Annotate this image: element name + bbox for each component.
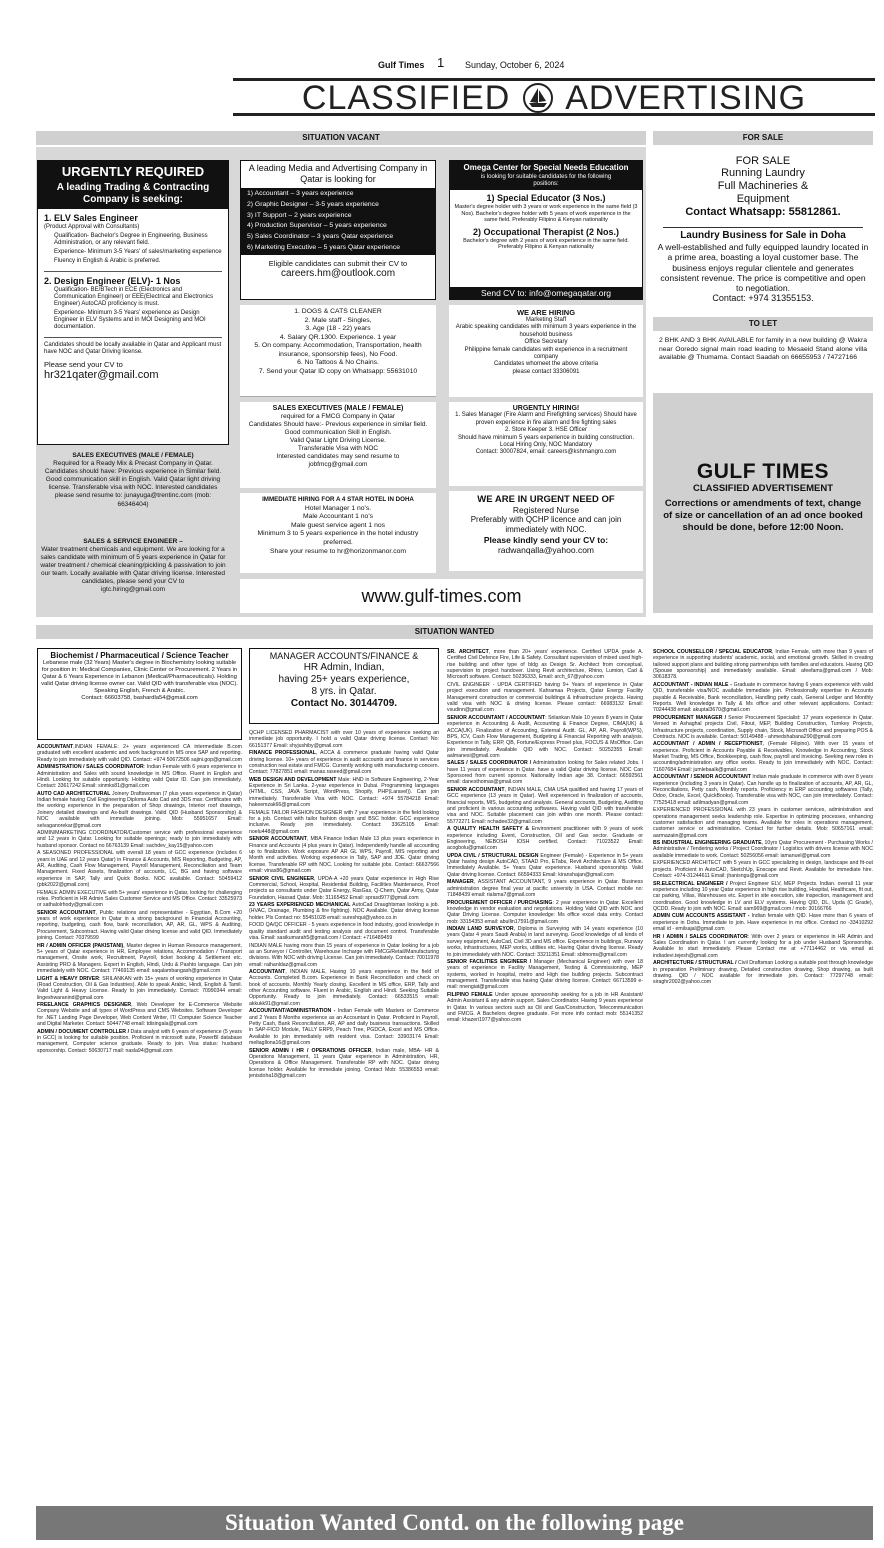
notice-text: Corrections or amendments of text, change of size or cancellation of an ad once booked should be done, before 12:00 Noon. [663,498,863,533]
page-number: 1 [437,55,445,70]
ad-text: Preferably with QCHP licence and can join immediately with NOC. [470,515,622,534]
continued-banner: Situation Wanted Contd. on the following page [36,1506,873,1540]
masthead [233,78,875,116]
ad-email: hr321qater@gmail.com [44,369,159,381]
listing-item: FEMALE ADMIN EXECUTIVE with 5+ years' experience in Qatar, looking for challenging roles. Proficient in HR Admin Sales Customer Service and MS Office. Contact: 33525973 or sathalolrhody@gmail.com [37,889,242,909]
job-title: 2. Design Engineer (ELV)- 1 Nos [44,276,181,286]
ad-line: Candidates whomeet the above criteria [493,361,599,368]
ad-line: 5. On company. Accommodation, Transportation, health insurance, sponsorship fees), No Food. [254,342,422,358]
listing-item: SENIOR ACCOUNTANT, MBA Finance Indian Male 13 plus years experience in Finance and Accounts (4 plus years in Qatar). Independently handle all accounting up to finalization. Work exposure AP AR GL WPS, Payroll, MIS reporting and Month end activities. Working experience in Tally, SAP and JDE. Qatar driving license. Transferable RP with NOC. Looking for suitable jobs. Contact: 66637566 email: vinas86@gmail.com [249,836,439,874]
wanted-column-4 [653,649,873,1499]
listing-item: SR.ELECTRICAL ENGINEER / Project Engineer ELV, MEP Projects. Indian. overall 11 year experience including 10 year Qatar experience in high rise building, Hospital, Healthcare, fit out, car parking, Villas, Warehouses etc. Expert in site execution, site inspection, management and coordination. Good knowledge in LV and ELV systems. Having QID, DL, Upda (C Grade), QCDD. Ready to join with NOC. Email: sam969@gmail.com / mob: 30166766 [653,880,873,912]
listing-item: FOOD QA/QC OFFICER - 5 years experience in food industry, good knowledge in quality standard audit and testing analysis and document control. Transferable visa. Email: sasikumarah5@gmail.com / Contact: +716489459 [249,922,439,941]
listing-item: MANAGER, ASSISTANT ACCOUNTANT, 9 years experience in Qatar. Business administration degree final year at pacific university in USA. Contact mobile no: 71848439 email: rialsma7@gmail.com [447,879,643,899]
listing-item: A QUALITY HEALTH SAFETY & Environment practitioner with 9 years of work experience including Event, Construction, Oil and Gas sector. Graduate or Engineering, NEBOSH IOSH certified. Contact: 71023522 Email: acogbolu@gmail.com [447,826,643,852]
listing-item: ADMIN CUM ACCOUNTS ASSISTANT - Indian female with QID. Have more than 6 years of experience in Doha. Immediate to join. Have experience in ms office. Contact no -33410292 email id - emilsajal@gmail.com [653,913,873,933]
ad-title: WE ARE IN URGENT NEED OF [477,494,615,505]
ad-line: 5) Sales Coordinator – 3 years Qatar experience [247,233,394,241]
for-sale-laundry [653,147,873,311]
ad-text: Required for a Ready Mix & Precast Company in Qatar. Candidates should have: Previous experience in Similar field. Good communication skill in English. Valid Qatar light driving license. Transferable visa with NOC. Interested candidates please send resume to: junayuga@trentinc.com (mob: 66346404) [44,460,222,508]
ad-line: 2) Graphic Designer – 3-5 years experience [247,200,379,208]
listing-item: PROCUREMENT OFFICER / PURCHASING: 2 year experience in Qatar. Excellent knowledge in vendor evaluation and negotiations. Holding Valid QID with NOC and Qatar Driving License. Computer knowledge: Ms office excel data entry. Contact mob: 33154353 email: abullin17591@gmail.com [447,899,643,925]
ad-we-are-hiring [449,305,643,397]
job-bullet: Qualification- Bachelor's Degree in Engineering, Business Administration, or any relevant field. [54,233,208,246]
section-situation-vacant: SITUATION VACANT [36,131,646,145]
listing-item: SENIOR ADMIN / HR / OPERATIONS OFFICER, Indian male, MBA- HR & Operations Management, 11 years Qatar experience in Administration, HR, Operations & Office Management. Transferable RP with NOC. Qatar driving license holder. Available for immediate joining. Contact Mob: 55386553 email: jenisdoha18@gmail.com [249,1047,439,1079]
ad-text: Lebanese male (32 Years) Master's degree in Biochemistry looking suitable for position in: Medical Companies, Clinic Center or Procurement. 2 Years in Qatar & 6 Years Experience in Lebanon (Medical/Pharmaceuticals). Holding valid Qatar driving license owner car. Valid QID with transferable visa (NOC). Speaking English, French & Arabic. [41,660,238,694]
ad-text: Equipment [736,193,790,205]
ad-omega-center [449,160,643,300]
ad-line: 6) Marketing Executive – 5 years Qatar experience [247,243,401,251]
listing-item: EXPERIENCED ARCHITECT with 5 years in GCC specializing in design, landscape and fit-out projects. Proficient in AutoCAD, SketchUp, Enscape and Revit. Available for immediate hire. Contact: +974-31244611 Email: jhanisngu@gmail.com [653,860,873,879]
ad-line: Marketing Staff [525,317,567,323]
ad-title: URGENTLY HIRING! [512,405,580,412]
listing-item: ACCOUNTANT,INDIAN FEMALE: 2+ years experienced CA intermediate B.com graduated with excellent academic and work background in MS once SAP and reporting. Ready to join immediately with valid QID. Contact: +974 50672506 sajini.gop@gmail.com [37,744,242,763]
ad-sales-executives [240,402,436,488]
ad-line: Male guest service agent 1 nos [290,521,386,529]
listing-item: ACCOUNTANT - INDIAN MALE - Graduate in commerce having 6 years experience with valid QID, transferable visa/NOC available immediate join. Professionally expertise in Accounts payable & Receivable, Bank reconciliation, Handling petty cash, General Ledger and Monthly Reports. Well knowledge in Tally & Ms office and other relevant applications. Contact: 70244438 email: akuptal3670@gmail.com [653,681,873,714]
ad-title: SALES EXECUTIVES (MALE / FEMALE) [272,405,404,412]
listing-item: LIGHT & HEAVY DRIVER: SRILANKAN with 15+ years of working experience in Qatar (Road Construction, Oil & Gas Industries). Able to speak Arabic, Hindi, English & Tamil. Valid Light & Heavy License. Ready to join immediately. Contact: 70990344 email: lingeshwaranind@gmail.com [37,975,242,1001]
wanted-manager-accounts [249,648,439,724]
ad-line: 4) Production Supervisor – 5 years experience [247,222,387,230]
ad-subtitle: A leading Trading & Contracting Company is seeking: [38,181,228,209]
ad-line: Hotel Manager 1 no's. [304,504,372,512]
listing-item: ACCOUNTANT / ADMIN / RECEPTIONIST, (Female Filipino). With over 15 years of experience. Proficient in Accounts Payable & Receivables, Knowledge in Accounting, Stock Market Trading, MS Office, Bookkeeping, cash flow, payroll and invoicing. Seeking new roles in accounting/administration any office works. Ready to join immediately with NOC. Contact: 71607684 Email: jumlebaalk@gmail.com [653,741,873,773]
listing-item: ADMINISTRATION / SALES COORDINATOR: Indian Female with 6 years experience in Administration and Sales with sound knowledge in MS Office. Fluent in English and Hindi. Looking for suitable opportunity. Holding valid Qatar ID. Can join immediately. Contact: 33617242 Email: sinmks81@gmail.com [37,764,242,790]
job-desc: Bachelor's degree with 2 years of work experience in the same field. Preferably Filipino & Kenyan nationality [463,237,629,250]
listing-item: 23 YEARS EXPERIENCED MECHANICAL AutoCad Draughtsman looking a job. (HVAC, Drainage, Plumbing & fire fighting). NOC Available. Qatar driving license holder. Pls Contact no: 55451028 email: sureshqui@yahoo.co.in [249,902,439,921]
listing-item: SR. ARCHITECT, more than 20+ years' experience. Certified UPDA grade A. Certified Civil Defence Fire, Life & Safety. Consultant supervision of mixed used high-rise building and other type of bldg as Design Sr. Architect from conceptual, supervision to project handover. Using Revit architecture, Rhino, Lumion, Cad & Microsoft software. Contact: 50236333, Email: arch_67@yahoo.com [447,649,643,681]
ad-line: Interested candidates may send resume to [276,453,400,460]
listing-item: INDIAN MALE having more than 15 years of experience in Qatar looking for a job as an Surveyor / Controller, Warehouse Incharge with FMCG/Retail/Manufacturing divisions. With NOC with driving License. Can join immediately. Contact: 70011978 email: raihanldaz@gmail.com [249,942,439,968]
job-bullet: Fluency in English & Arabic is preferred. [54,258,161,264]
listing-item: ADMIN / DOCUMENT CONTROLLER / Data analyst with 6 years of experience (5 years in GCC) is looking for suitable position. Proficient in microsoft suite, PowerBI database management, Computer science graduate. Ready to join. Visa status: husband sponsorship. Contact: 50630717 mail: nasla94@gmail.com [37,1028,242,1054]
paper-name: Gulf Times [378,60,425,70]
listing-item: HR / ADMIN OFFICER (PAKISTANI), Master degree in Human Resource management, 5+ years of Qatar experience in HR, Employee relations, Accommodation / Transport management, Onsite work, Recruitment, Payroll, ticket booking & Settlement etc. Assisting PRO & Managers. Expert in English, Hindi, Urdu & Pashto language. Can join immediately with NOC. Contact: 77469135 email: saqalambangash@gmail.com [37,942,242,974]
listing-item: ACCOUNTANT / SENIOR ACCOUNTANT Indian male graduate in commerce with over 8 years experience (including 3 years in Qatar). Can handle up to finalization of accounts, AP, AR, GL, Reconciliations, Petty cash, Monthly reports. Proficiency in ERP accounting softwares (Tally, Odoo, Oracle, Excel, QuickBooks). Transferable visa with NOC, can join immediately. Contact: 77525418 email: adilmadyan@gmail.com [653,774,873,806]
ad-line: Philippine female candidates with experience in a recruitment company [464,346,628,361]
ad-line: Share your resume to hr@horizonmanor.com [269,547,407,555]
section-to-let: TO LET [653,317,873,331]
listing-item: INDIAN LAND SURVEYOR, Diploma in Surveying with 14 years experience (10 years Qatar 4 years Saudi Arabia) in land surveying. Good knowledge of all kinds of survey equipment, AutoCad, Civil 3D and MS office. Experience in buildings, Runway works, infrastructures, MEP works, utilities etc. Having Qatar driving license. Ready to join immediately with NOC. Contact: 33211351 Email: sblmoms@gmail.com [447,926,643,958]
ad-line: 1. Sales Manager (Fire Alarm and Firefighting services) Should have proven experience in fire alarm and fire fighting sales [455,412,637,426]
ad-line: jobfmcg@gmail.com [308,461,368,468]
ad-text: MANAGER ACCOUNTS/FINANCE & [269,651,419,661]
job-sub: (Product Approval with Consultants) [44,224,140,230]
notice-title: GULF TIMES [696,460,830,483]
ad-text: Please kindly send your CV to: [483,535,609,545]
ad-title: URGENTLY REQUIRED [38,161,228,181]
ad-line: 1) Accountant – 3 years experience [247,190,354,197]
ship-logo-icon [521,83,555,113]
ad-urgently-hiring [449,402,643,486]
ad-line: Transferable Visa with NOC [297,445,379,452]
ad-email: careers.hm@outlook.com [280,267,396,279]
ad-hotel-hiring [240,493,436,573]
ad-line: Candidates Should have:- Previous experience in similar field. Good communication Skill in English. [248,421,428,436]
ad-line: Arabic speaking candidates with minimum 3 years experience in the household business [455,324,637,338]
ad-line: Male Accountant 1 no's [302,513,374,521]
ad-email: Send CV to: info@omegaqatar.org [450,287,642,299]
listing-item: UPDA CIVIL / STRUCTURAL DESIGN Engineer (Female) - Experience in 5+ years Qatar having design AutoCAD, STAAD Pro, ETabs, Revit Architecture & MS Office. Immediately Available. 5+ Years Qatar experience. Husband sponsorship. Valid Qatar driving license. Contact: 66594333 Email: kiranshajan@gmail.com [447,852,643,878]
notice-subtitle: CLASSIFIED ADVERTISEMENT [692,483,834,494]
wanted-column-3 [447,649,643,1499]
listing-item: SENIOR FACILITIES ENGINEER / Manager (Mechanical Engineer) with over 18 years of experience in Facility Management, Testing & Commissioning, MEP systems, worked in hospital, metro and High rise building projects. Subcontract management. Transferable visa having Qatar driving license. Contact: 66713599 e-mail: nnengiat@gmail.com [447,959,643,991]
listing-item: SENIOR ACCOUNTANT, INDIAN MALE, CMA USA qualified and having 17 years of GCC experience (13 years in Qatar). Well experienced in finalization of accounts, financial reports, MIS, budgeting and analysis. General accounts, Budgeting, Auditing and proficient in various accounting softwares. Having valid QID with transferable visa and NOC. Suitable placement can join within one month. Please contact: 55772271 Email: nchadee32@gmail.com [447,786,643,825]
ad-email: igtc.hiring@gmail.com [100,586,166,593]
listing-item: FEMALE TAILOR FASHION DESIGNER with 7 year experience in the field looking for a job. Contact with tailor fashion design and BSC holder. GCC experience inclusive. Ready join immediately. Contact: 33625105 Email: noelu448@gmail.com [249,809,439,835]
job-title: 2) Occupational Therapist (2 Nos.) [472,226,620,237]
ad-line: 3. Age (18 - 22) years [305,325,371,332]
ad-line: 4. Salary QR.1300. Experience. 1 year [279,333,397,341]
wanted-column-1 [37,744,242,1499]
listing-item: SENIOR ACCOUNTANT / ACCOUNTANT: Srilankan Male 10 years 8 years in Qatar experience in Accounting & Audit, Accounting & Finance Degree, CIMA(UK) & ACCA(UK). Finalization of Accounting, External Audit. GL, AP, AR, Payroll(WPS), BPS, ICV, Cash Flow Management, Budgeting & Financial Reporting with analysis. Experience in Tally, ERP, QB, Fortune/Express Prosel plus, FOCUS & MsOffice. Can join immediately. Available QID with NOC. Contact: 50252355 Email: aalmanesi@gmail.com [447,714,643,759]
ad-urgently-required [37,160,229,445]
ad-line: please contact 33306091 [512,368,580,375]
website-banner[interactable]: www.gulf-times.com [240,579,643,613]
media-job-list [241,188,435,255]
ad-title: Biochemist / Pharmaceutical / Science Teacher [50,651,229,660]
listing-item: FILIPINO FEMALE Under spouse sponsorship seeking for a job in HR Assistant/ Admin Assistant & any admin support. Sales Coordinator. Having 9 years experience in Qatar. In various sectors such as Oil and Gas/Construction, Telecommunication and FMCG. A Bachelors degree graduate. For more info contact mob: 55141352 email: khazeri1977@yahoo.com [447,991,643,1024]
ad-title: SALES & SERVICE ENGINEER – [83,538,183,545]
job-bullet: Experience- Minimum 3-5 Years' experience as Design Engineer in ELV Systems and in MOI Designing and MOI documentation. [54,310,206,330]
listing-item: SENIOR ACCOUNTANT, Public relations and representative - Egyptian, B.Com +20 years of work experience in Qatar in a strong background in Financial Accounting, reporting, budgeting, cash flow, bank reconciliation, AP, AR, GL, WPS & Auditing, Procurement, Subcontract. Having valid Qatar driving license and valid QID. Immediately joining. Contact: 70379599 [37,909,242,942]
ad-subtitle: is looking for suitable candidates for the following positions: [450,174,642,190]
listing-item: WEB DESIGN AND DEVELOPMENT Male: HND in Software Engineering, 2-Year Experience in Sri Lanka. 2-year experience in Dubai. Programming languages (HTML, CSS, JAVA Script, WordPress, Shopify, PHP(Laravel)). Can join immediately. Transferable Visa with NOC. Contact: +974 55784218 Email: hakeemzak66@gmail.com [249,776,439,809]
ad-text: having 25+ years experience, [278,674,410,685]
listing-item: SALES / SALES COORDINATOR / Administration looking for Sales related Jobs. I have 11 years of experience in Qatar. have a valid Qatar driving license. NOC Can Sponsored from current sponsor. Nationality Indian age 38. Contact: 66592561 email: danesthomas@gmail.com [447,760,643,786]
ad-nurse [449,491,643,571]
listing-item: ACCOUNTANT/ADMINISTRATION - Indian Female with Masters or Commerce and 2 Years 8 Months experience as an Accountant in Qatar. Proficient in Payroll, Petty Cash, Bank Reconciliation, AR, AP and daily business transactions. Skilled in SAP-FICO Module, TALLY ERP9, Peach Tree, PGDCA, Excel and MS Office. Available to join immediately with resident visa. Contact: 33903174 Email: meltagllona16@gmail.com [249,1008,439,1047]
listing-item: ARCHITECTURE / STRUCTURAL / Civil Draftsman Looking a suitable post through knowledge in preparation Preliminary drawing, Detailed construction drawing, Shop drawing, as built drawing. QID / NOC available for immediate join. Contact: 77297748 email: siraghr2002@yahoo.com [653,960,873,986]
ad-title: FOR SALE [735,155,791,167]
section-for-sale: FOR SALE [653,131,873,145]
listing-item: FREELANCE GRAPHICS DESIGNER, Web Developer for E-Commerce Website Company Website and all types of WordPress and CMS Websites. Software Developer for .NET Landing Page Developer, Web Content Writer, IT/ Computer Science Teacher and Digital Marketer. Contact: 50447748 email: tdisingala@gmail.com [37,1002,242,1028]
listing-item: CIVIL ENGINEER - UPDA CERTIFIED having 9+ Years of experience in Qatar project execution and management. Kahramaa Projects, Qatar Energy Facility Management construction or commercial buildings & infrastructure projects. Having valid visa with NOC & driving license. Please contact: 66983132 Email: vsudinn@gmail.com [447,681,643,714]
listing-item: EXPERIENCED PROFESSIONAL with 23 years in customer services, administration and operations management seeks leadership role. Expertise in optimizing processes, enhancing customer satisfaction and managing teams. Available for roles in operations management, customer service or administration. Contact for further details. Mob: 50657161 email: aarmazaiin@gmail.com [653,807,873,839]
ad-line: Valid Qatar Light Driving License. [290,437,386,444]
ad-line: Office Secretary [524,339,568,346]
ad-text: HR Admin, Indian, [303,662,385,673]
ad-line: 6. No Tattoos & No Chains. [297,359,379,366]
ad-cv: Please send your CV to [44,360,123,369]
ad-contact: Contact: +974 31355153. [712,293,814,304]
ad-dogs-cleaner [240,305,436,397]
listing-item: A SEASONED PROFESSIONAL with overall 18 years of GCC experience (includes 6 years in UAE and 12 years Qatar) in Finance & Accounts, MIS Reporting, Budgeting, AP, AR, Auditing, Cash Flow Management, Payroll Management, Reconciliation and Team Management. Fixed Assets, finalization of accounts, LC, BG and having software experience in SAP, Tally and Quick Books. NOC available. Contact: 50459412 (pbk2022@gmail.com) [37,850,242,888]
wanted-biochemist [37,648,242,740]
ad-title: SALES EXECUTIVES (MALE / FEMALE) [72,452,194,459]
listing-item: ADMIN/MARKETING COORDINATOR/Customer service with professional experience and 12 years in Qatar. Looking for suitable openings; ready to join immediately with husband sponsor. Contact no 66763139 Email: sachdev_kay15@yahoo.com [37,830,242,849]
ad-line: 2. Male staff - Singles, [304,316,372,324]
listing-item: BS INDUSTRIAL ENGINEERING GRADUATE, 10yrs Qatar Procurement - Purchasing Works / Administrative / Tendering works / Project Coordinator / Logistics with drivers license with NOC available immediate to work. Contact: 50256056 email: iamanuel@gmail.com [653,840,873,859]
ad-text: 8 yrs. in Qatar. [311,686,377,697]
ad-text: Running Laundry [721,167,805,179]
job-desc: Master's degree holder with 3 years or work experience in the same field (3 Nos). Bachelor's degree holder with 5 years of work experience in the same field. Preferably Filipino & Kenyan nationality [454,204,638,223]
gulf-times-notice [653,393,873,613]
listing-item: SCHOOL COUNSELLOR / SPECIAL EDUCATOR, Indian Female, with more than 9 years of experience in supporting students' academic, social, and emotional growth. Skilled in creating tailored support plans and building strong partnerships with families and educators. Having QID (Spouse sponsorship) and immediately available. Email: afeefams@gmail.com / Mob: 30618378. [653,649,873,681]
ad-title: A leading Media and Advertising Company in Qatar is looking for [248,163,428,184]
ad-title: Laundry Business for Sale in Doha [680,230,846,241]
ad-line: 7. Send your Qatar ID copy on Whatsapp: 55631010 [258,367,418,375]
wanted-column-2 [249,730,439,1499]
ad-line: Should have minimum 5 years experience in building construction. [457,434,635,441]
ad-line: 1. DOGS & CATS CLEANER [294,308,382,315]
ad-title: IMMEDIATE HIRING FOR A 4 STAR HOTEL IN DOHA [262,496,414,503]
issue-date: Sunday, October 6, 2024 [465,60,565,70]
job-bullet: Qualification- BE/BTech in ECE (Electronics and Communication Engineer) or EEE(Electrical and Electronics Engineer) AutoCAD proficiency is must. [54,287,214,307]
section-situation-wanted: SITUATION WANTED [36,625,873,639]
ad-contact: Contact No. 30144709. [290,698,398,709]
masthead-left: CLASSIFIED [301,79,511,117]
job-title: 1) Special Educator (3 Nos.) [486,193,606,203]
listing-item: FINANCE PROFESSIONAL, ACCA & commerce graduate having valid Qatar driving license. 10+ years of experience in audit accounts and finance in services construction real estate and FMCG. Currently working with manufacturing concern. Contact: 77827851 email: manas.raseed@gmail.com [249,750,439,776]
ad-line: 2. Store Keeper 3. HSE Officer [505,427,587,434]
job-bullet: Experience- Minimum 3-5 Years' of sales/marketing experience [54,249,222,255]
ad-text: Registered Nurse [512,505,580,515]
ad-text: Full Machineries & [717,180,809,192]
ad-media-company [240,160,436,300]
job-title: 1. ELV Sales Engineer [44,213,138,223]
to-let-ad: 2 BHK AND 3 BHK AVAILABLE for family in a new building @ Wakra near Ooredo signal main road leading to Mesaeid Stand alone villa available @ Thumama. Contact Saadah on 66655953 / 74727166 [659,337,867,362]
ad-email: radwanqalla@yahoo.com [497,545,595,555]
ad-title: WE ARE HIRING [516,308,576,317]
listing-item: AUTO CAD ARCHITECTURAL Joinery Draftswoman (7 plus years experience in Qatar) Indian female having Civil Engineering Diploma Auto Cad and 3DS max. Certificates with the working experience in the preparation of Shop drawings, Interior roof drawings, Joinery detailed drawings and As-built drawings. Valid QID (Husband Sponsorship) & NOC available with immediate joining. Mob: 55951657 Email: selvaganorekar@gmail.com [37,790,242,829]
ad-line: required for a FMCG Company in Qatar [280,413,396,420]
listing-item: ACCOUNTANT, INDIAN MALE, Having 10 years experience in the field of Accounts. Completed B.com. Experience in Bank Reconciliation and check on book of accounts. Monthly Yearly closing. Excellent in MS office, ERP, Tally and other Accounting software. Fluent in Arabic, English and Hindi. Seeking Suitable Opportunity. Ready to join immediately. Contact: 66533515 email: akkukk91@gmail.com [249,969,439,1007]
ad-note: Eligible candidates can submit their CV to [268,258,408,268]
ad-contact: Contact Whatsapp: 55812861. [685,206,841,218]
ad-line: Minimum 3 to 5 years experience in the hotel industry preferred. [257,530,419,546]
ad-line: Contact: 30007824, email: careers@kshmangro.com [475,449,617,456]
ad-sales-service-engineer [37,535,229,613]
listing-item: PROCUREMENT MANAGER / Senior Procurement Specialist: 17 years experience in Qatar. Versed in Ashaghal projects Civil, Fitout, MEP, Building Construction, Turnkey Projects, Infrastructure projects, coordination, Supply chain, Stock, Microsoft Office and preparing POS & Contracts. NOC is available. Contact: 50149488 - ahmedshabana290@gmail.com [653,714,873,740]
ad-text: Water treatment chemicals and equipment. We are looking for a sales candidate with minimum of 5 years experience in Qatar for water treatment / chemical cleaning/pickling & passivation to join our team. Locally available with Qatar driving license. Interested candidates, please send your CV to [40,546,226,585]
page-header [0,56,884,74]
masthead-right: ADVERTISING [565,79,807,117]
ad-sales-precast [37,449,229,531]
ad-text: A well-established and fully equipped laundry located in a prime area, boasting a loyal customer base. The business enjoys regular clientele and generates consistent revenue. The price is competitive and open to negotiation. [657,242,869,294]
ad-note: Candidates should be locally available in Qatar and Applicant must have NOC and Qatar Driving license. [44,342,222,355]
listing-item: QCHP LICENSED PHARMACIST with over 10 years of experience seeking an immediate job opportunity. I hold a valid Qatar driving license. Contact No: 66151377 Email: shyjushiby@gmail.com [249,730,439,749]
ad-line: 3) IT Support – 2 years experience [247,211,352,219]
listing-item: HR / ADMIN / SALES COORDINATOR: With over 2 years or experience in HR Admin and Sales Coordination in Qatar. I am currently looking for a job under Husband Sponsorship. Available to start immediately. Please Contact me at +77114462 or via email at indiadevi.tejesh@gmail.com [653,933,873,959]
ad-title: Omega Center for Special Needs Education [450,161,642,174]
listing-item: SENIOR CIVIL ENGINEER, UPDA-A +20 years Qatar experience in High Rise Commercial, School, Hospital, Residential Building, Facilities Maintenance, Proof projects as consultants under Qatar Energy, RasGas, Q-Chem, Qatar Army, Qatar Foundation, Hassad Qatar. Mob: 31165452 Email: sprasd977@gmail.com [249,875,439,901]
ad-contact: Contact: 66603758, bashardla54@gmail.com [81,695,198,701]
ad-line: Local Hiring Only, NOC Mandatory [500,442,592,449]
